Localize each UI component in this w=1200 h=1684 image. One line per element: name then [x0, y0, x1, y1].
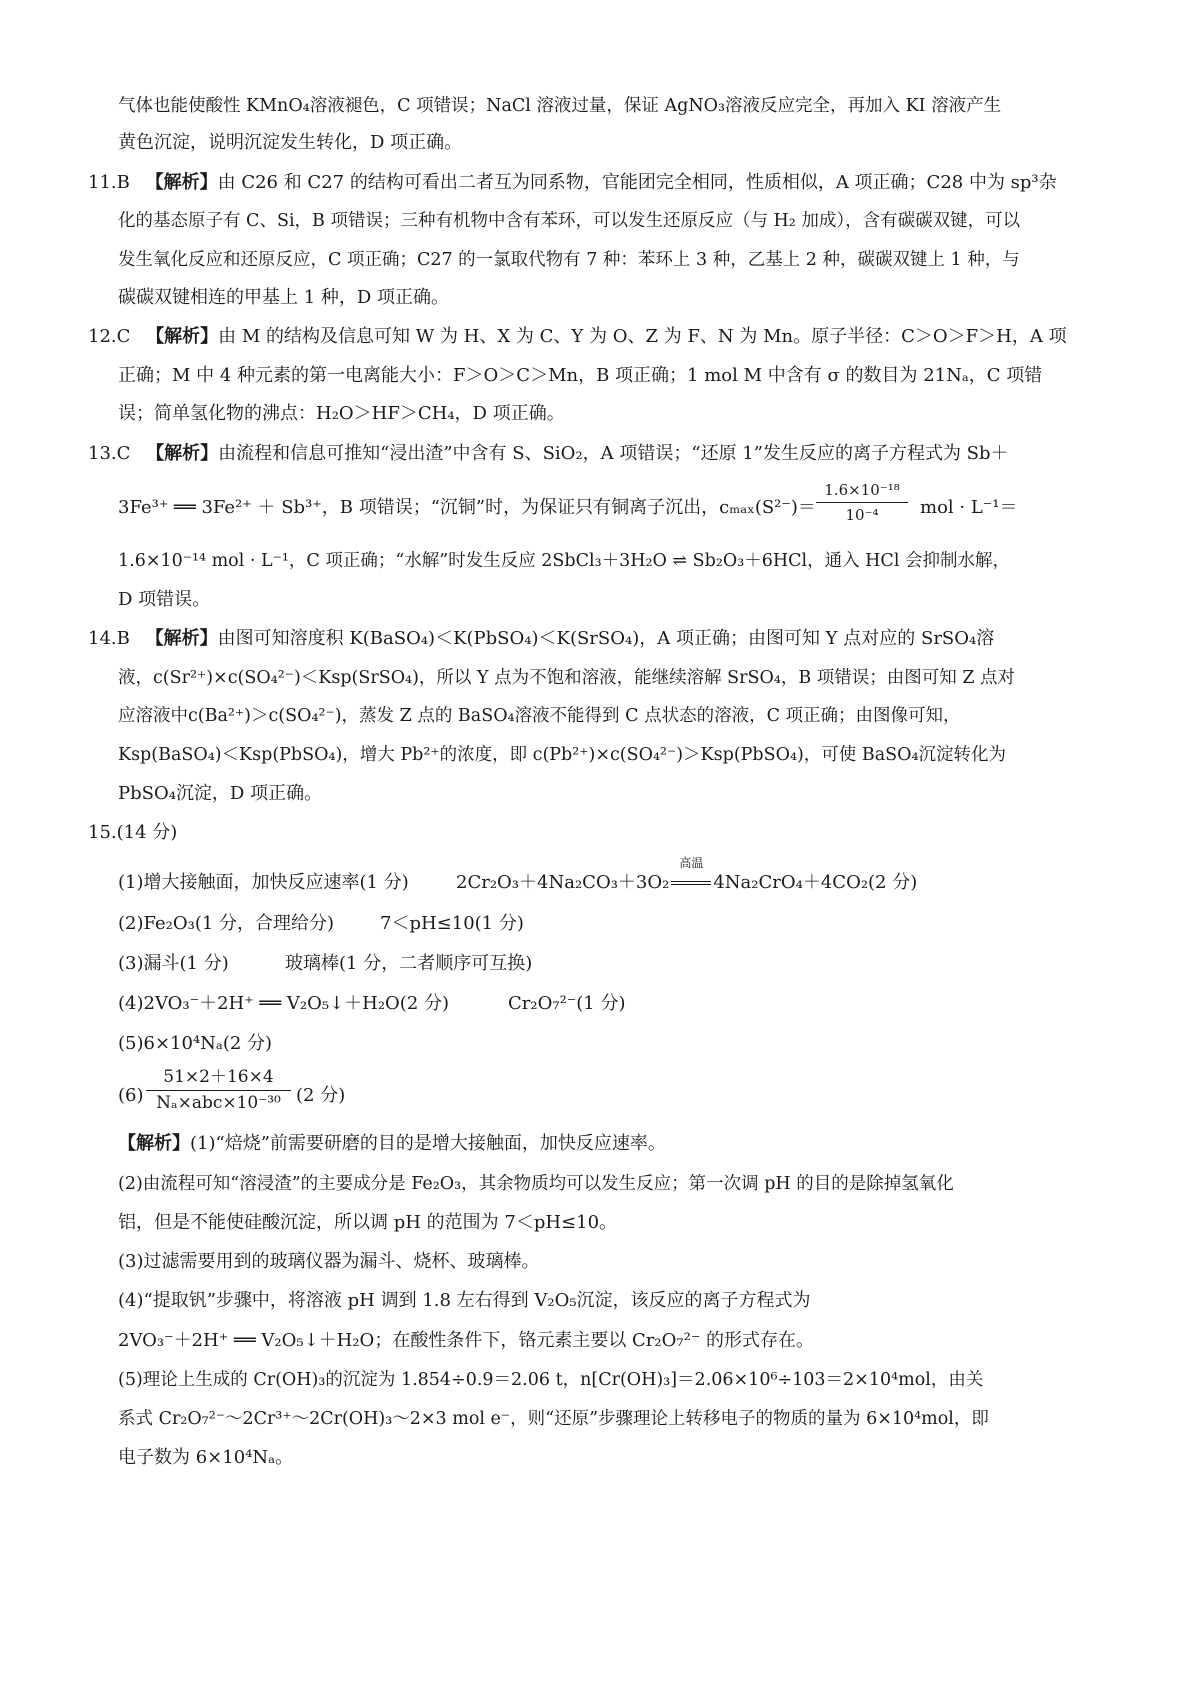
q15-answer-6-fraction: [146, 1067, 291, 1114]
q13-line-2a: 3Fe³⁺ ══ 3Fe²⁺ ＋ Sb³⁺，B 项错误；“沉铜”时，为保证只有铜离子沉出，cₘₐₓ(S²⁻)＝: [118, 497, 816, 518]
q14-first-line: [88, 627, 994, 651]
q13-label: 13.C: [88, 443, 131, 464]
q15-explain-5b: 系式 Cr₂O₇²⁻～2Cr³⁺～2Cr(OH)₃～2×3 mol e⁻，则“还原”步骤理论上转移电子的物质的量为 6×10⁴mol，即: [118, 1409, 989, 1429]
q14-line-3: 应溶液中c(Ba²⁺)＞c(SO₄²⁻)，蒸发 Z 点的 BaSO₄溶液不能得到 C 点状态的溶液，C 项正确；由图像可知，: [118, 706, 961, 726]
q12-first-line: [88, 325, 1067, 349]
q15-answer-4b: Cr₂O₇²⁻(1 分): [508, 993, 626, 1014]
q11-analysis-tag: 【解析】: [145, 172, 218, 193]
q13-analysis-tag: 【解析】: [146, 443, 219, 464]
q15-answer-5: (5)6×10⁴Nₐ(2 分): [118, 1033, 273, 1054]
q11-first-line: [88, 171, 1057, 195]
q15-explain-1-line: [118, 1132, 666, 1156]
q15-reaction-condition: 高温: [679, 856, 704, 870]
q10-line-2: 黄色沉淀，说明沉淀发生转化，D 项正确。: [118, 132, 463, 153]
q13-line-4: D 项错误。: [118, 589, 211, 610]
q13-line-3: 1.6×10⁻¹⁴ mol · L⁻¹，C 项正确；“水解”时发生反应 2SbCl₃＋3H₂O ⇌ Sb₂O₃＋6HCl，通入 HCl 会抑制水解，: [118, 551, 1010, 571]
q15-double-line-icon: [671, 881, 711, 885]
q12-line-2: 正确；M 中 4 种元素的第一电离能大小：F＞O＞C＞Mn，B 项正确；1 mol M 中含有 σ 的数目为 21Nₐ，C 项错: [118, 365, 1043, 386]
q15-answer-6-numerator: 51×2＋16×4: [146, 1067, 291, 1091]
q14-line-5: PbSO₄沉淀，D 项正确。: [118, 783, 323, 804]
q15-analysis-tag: 【解析】: [118, 1133, 190, 1154]
q15-explain-1: (1)“焙烧”前需要研磨的目的是增大接触面，加快反应速率。: [190, 1133, 666, 1154]
q15-explain-5c: 电子数为 6×10⁴Nₐ。: [118, 1447, 294, 1468]
q11-line-1: 由 C26 和 C27 的结构可看出二者互为同系物，官能团完全相同，性质相似，A 项正确；C28 中为 sp³杂: [217, 172, 1057, 193]
q10-line-1: 气体也能使酸性 KMnO₄溶液褪色，C 项错误；NaCl 溶液过量，保证 AgNO₃溶液反应完全，再加入 KI 溶液产生: [118, 96, 1002, 116]
q15-explain-4a: (4)“提取钒”步骤中，将溶液 pH 调到 1.8 左右得到 V₂O₅沉淀，该反应的离子方程式为: [118, 1290, 811, 1311]
q15-explain-3: (3)过滤需要用到的玻璃仪器为漏斗、烧杯、玻璃棒。: [118, 1251, 540, 1272]
q15-explain-5a: (5)理论上生成的 Cr(OH)₃的沉淀为 1.854÷0.9＝2.06 t，n[Cr(OH)₃]＝2.06×10⁶÷103＝2×10⁴mol，由关: [118, 1370, 984, 1390]
q15-answer-1a: (1)增大接触面，加快反应速率(1 分): [118, 872, 409, 893]
q12-line-3: 误；简单氢化物的沸点：H₂O＞HF＞CH₄，D 项正确。: [118, 403, 565, 424]
q14-line-2: 液，c(Sr²⁺)×c(SO₄²⁻)＜Ksp(SrSO₄)，所以 Y 点为不饱和溶液，能继续溶解 SrSO₄，B 项错误；由图可知 Z 点对: [118, 668, 1016, 688]
q12-analysis-tag: 【解析】: [146, 326, 219, 347]
q15-answer-3b: 玻璃棒(1 分，二者顺序可互换): [285, 953, 533, 974]
q14-line-1: 由图可知溶度积 K(BaSO₄)＜K(PbSO₄)＜K(SrSO₄)，A 项正确；由图可知 Y 点对应的 SrSO₄溶: [217, 628, 995, 649]
q11-label: 11.B: [88, 172, 130, 193]
q13-fraction: [816, 480, 908, 525]
q15-reaction-arrow: [669, 856, 713, 895]
q15-title: 15.(14 分): [88, 822, 178, 843]
q13-line-1: 由流程和信息可推知“浸出渣”中含有 S、SiO₂，A 项错误；“还原 1”发生反应的离子方程式为 Sb＋: [218, 443, 1009, 464]
q15-answer-1b-reactants: 2Cr₂O₃＋4Na₂CO₃＋3O₂: [456, 872, 670, 893]
q15-answer-2b: 7＜pH≤10(1 分): [380, 913, 524, 934]
q14-line-4: Ksp(BaSO₄)＜Ksp(PbSO₄)，增大 Pb²⁺的浓度，即 c(Pb²⁺)×c(SO₄²⁻)＞Ksp(PbSO₄)，可使 BaSO₄沉淀转化为: [118, 745, 1007, 765]
q13-fraction-denominator: 10⁻⁴: [845, 506, 879, 524]
q15-answer-3a: (3)漏斗(1 分): [118, 953, 229, 974]
q12-label: 12.C: [88, 326, 131, 347]
q13-line-2b: mol · L⁻¹＝: [920, 497, 1018, 518]
q15-explain-4b: 2VO₃⁻＋2H⁺ ══ V₂O₅↓＋H₂O；在酸性条件下，铬元素主要以 Cr₂O₇²⁻ 的形式存在。: [118, 1330, 815, 1351]
q15-answer-6-denominator: Nₐ×abc×10⁻³⁰: [156, 1093, 281, 1113]
q11-line-2: 化的基态原子有 C、Si，B 项错误；三种有机物中含有苯环，可以发生还原反应（与 H₂ 加成），含有碳碳双键，可以: [118, 211, 1021, 231]
q14-label: 14.B: [88, 628, 130, 649]
q13-fraction-numerator: 1.6×10⁻¹⁸: [816, 480, 908, 503]
q14-analysis-tag: 【解析】: [145, 628, 218, 649]
q15-answer-4a: (4)2VO₃⁻＋2H⁺ ══ V₂O₅↓＋H₂O(2 分): [118, 993, 450, 1014]
q15-answer-2a: (2)Fe₂O₃(1 分，合理给分): [118, 913, 335, 934]
q15-explain-2a: (2)由流程可知“溶浸渣”的主要成分是 Fe₂O₃，其余物质均可以发生反应；第一次调 pH 的目的是除掉氢氧化: [118, 1174, 954, 1194]
q15-answer-1b: [456, 856, 918, 895]
q13-first-line: [88, 442, 1009, 466]
q15-answer-6-score: (2 分): [296, 1085, 346, 1106]
q12-line-1: 由 M 的结构及信息可知 W 为 H、X 为 C、Y 为 O、Z 为 F、N 为 Mn。原子半径：C＞O＞F＞H，A 项: [218, 326, 1067, 347]
q11-line-4: 碳碳双键相连的甲基上 1 种，D 项正确。: [118, 287, 450, 308]
q15-explain-2b: 铝，但是不能使硅酸沉淀，所以调 pH 的范围为 7＜pH≤10。: [118, 1212, 618, 1233]
q15-answer-6-prefix: (6): [118, 1085, 144, 1106]
q15-answer-1b-products: 4Na₂CrO₄＋4CO₂(2 分): [713, 872, 918, 893]
q11-line-3: 发生氧化反应和还原反应，C 项正确；C27 的一氯取代物有 7 种：苯环上 3 种，乙基上 2 种，碳碳双键上 1 种，与: [118, 250, 1020, 270]
